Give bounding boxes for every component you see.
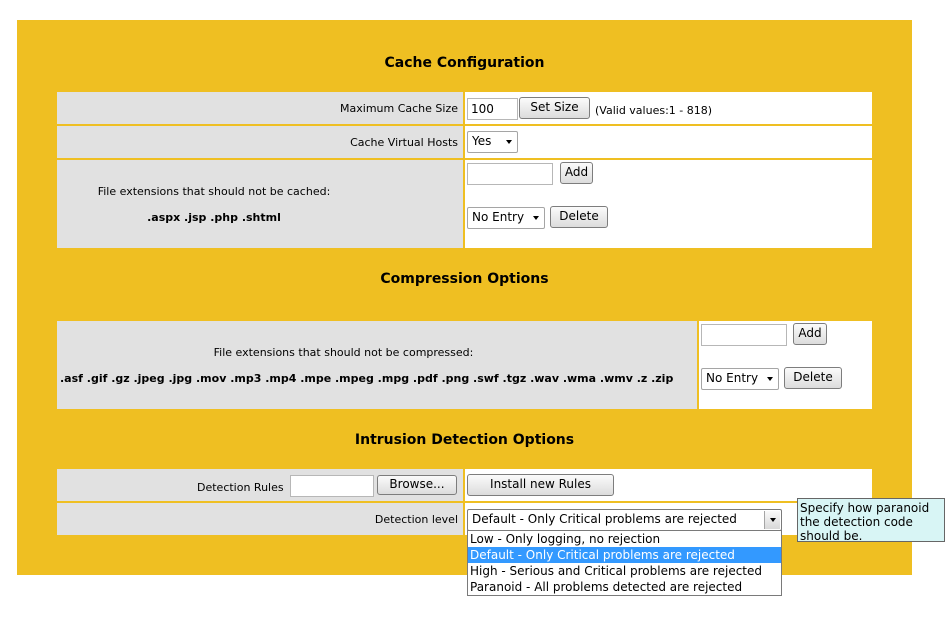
compress-ext-input[interactable] (701, 324, 787, 346)
detection-level-label: Detection level (374, 513, 458, 526)
cache-heading: Cache Configuration (384, 55, 545, 71)
detection-level-select-value: Default - Only Critical problems are rejected (472, 512, 737, 526)
option-low[interactable]: Low - Only logging, no rejection (470, 532, 661, 546)
cache-entry-select[interactable] (467, 207, 545, 229)
cache-ext-value-cell (465, 160, 872, 248)
compress-entry-select-value: No Entry (706, 371, 759, 385)
option-high[interactable]: High - Serious and Critical problems are rejected (470, 564, 763, 578)
dropdown-button[interactable] (764, 511, 780, 529)
install-rules-button[interactable]: Install new Rules (467, 474, 614, 496)
detection-rules-label: Detection Rules (197, 481, 284, 494)
rules-file-input[interactable] (290, 475, 374, 497)
cache-ext-input[interactable] (467, 163, 553, 185)
option-paranoid[interactable]: Paranoid - All problems detected are rejected (470, 580, 743, 594)
cache-delete-button[interactable]: Delete (550, 206, 608, 228)
cache-add-button[interactable]: Add (560, 162, 593, 184)
max-cache-value-cell (465, 92, 872, 124)
compress-delete-button[interactable]: Delete (784, 367, 842, 389)
detection-level-label-cell (57, 503, 463, 535)
virtual-hosts-select[interactable] (467, 131, 518, 153)
max-cache-label-cell (57, 92, 463, 124)
set-size-button[interactable]: Set Size (519, 97, 590, 119)
virtual-hosts-label-cell (57, 126, 463, 158)
valid-values-text: (Valid values:1 - 818) (595, 104, 713, 117)
browse-button[interactable]: Browse... (377, 475, 457, 495)
cache-ext-label: File extensions that should not be cached: (97, 185, 331, 198)
virtual-hosts-value-cell (465, 126, 872, 158)
detection-rules-value-cell (465, 469, 872, 501)
chevron-down-icon (506, 140, 512, 144)
compression-heading: Compression Options (380, 271, 549, 287)
virtual-hosts-label: Cache Virtual Hosts (350, 136, 458, 149)
detection-level-select[interactable] (467, 509, 782, 531)
compress-ext-value-cell (699, 321, 872, 409)
max-cache-size-input[interactable]: 100 (467, 98, 518, 120)
cache-ext-list: .aspx .jsp .php .shtml (147, 211, 281, 224)
max-cache-label: Maximum Cache Size (340, 102, 458, 115)
compress-ext-label: File extensions that should not be compressed: (213, 346, 474, 359)
virtual-hosts-select-value: Yes (472, 134, 492, 148)
compress-add-button[interactable]: Add (793, 323, 827, 345)
compress-ext-label-cell (57, 321, 697, 409)
detection-level-options (467, 530, 782, 596)
compress-ext-list: .asf .gif .gz .jpeg .jpg .mov .mp3 .mp4 .mpe .mpeg .mpg .pdf .png .swf .tgz .wav .wma .wmv .z .zip (60, 372, 674, 385)
chevron-down-icon (770, 518, 776, 522)
chevron-down-icon (767, 377, 773, 381)
cache-ext-label-cell (57, 160, 463, 248)
chevron-down-icon (533, 216, 539, 220)
option-default[interactable]: Default - Only Critical problems are rejected (468, 547, 781, 563)
detection-level-tooltip: Specify how paranoid the detection code should be. (797, 498, 945, 542)
intrusion-heading: Intrusion Detection Options (354, 432, 575, 448)
cache-entry-select-value: No Entry (472, 210, 525, 224)
compress-entry-select[interactable] (701, 368, 779, 390)
detection-rules-label-cell (57, 469, 463, 501)
